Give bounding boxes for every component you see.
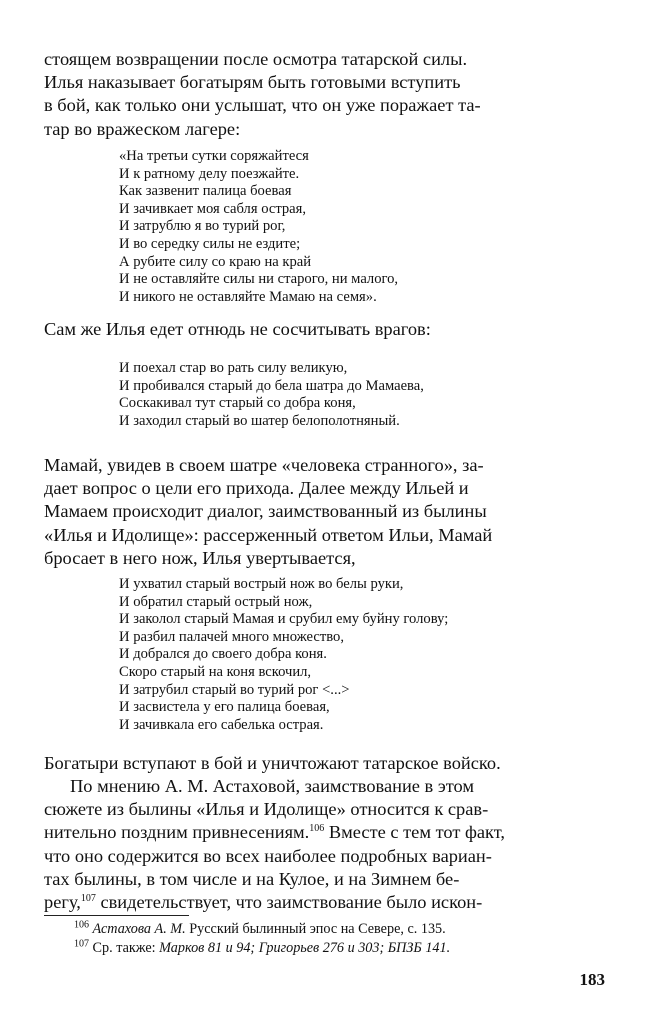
text-span: регу, bbox=[44, 892, 81, 913]
verse-line: И затрублю я во турий рог, bbox=[119, 218, 286, 235]
text-span: нительно поздним привнесениям. bbox=[44, 822, 310, 843]
verse-line: Как зазвенит палица боевая bbox=[119, 183, 292, 200]
footnote-ref-106[interactable]: 106 bbox=[309, 823, 325, 835]
text-line: бросает в него нож, Илья увертывается, bbox=[44, 547, 356, 568]
text-line: Мамай, увидев в своем шатре «человека странного», за- bbox=[44, 455, 484, 475]
verse-line: Соскакивал тут старый со добра коня, bbox=[119, 395, 356, 412]
footnote-divider bbox=[44, 915, 189, 916]
text-line: тар во вражеском лагере: bbox=[44, 118, 241, 139]
text-span: Вместе с тем тот факт, bbox=[324, 822, 505, 843]
footnote-number: 107 bbox=[74, 938, 89, 950]
paragraph-5 bbox=[44, 775, 609, 914]
verse-line: И пробивался старый до бела шатра до Мамаева, bbox=[119, 377, 424, 394]
text-line: стоящем возвращении после осмотра татарской силы. bbox=[44, 49, 468, 69]
text-span: свидетельствует, что заимствование было искон- bbox=[95, 892, 483, 913]
text-line: «Илья и Идолище»: рассерженный ответом Ильи, Мамай bbox=[44, 524, 493, 545]
paragraph-4 bbox=[44, 752, 609, 775]
verse-line: И разбил палачей много множество, bbox=[119, 628, 344, 645]
verse-line: И зачивкает моя сабля острая, bbox=[119, 200, 307, 217]
verse-line: И обратил старый острый нож, bbox=[119, 593, 313, 610]
verse-line: И поехал стар во рать силу великую, bbox=[119, 360, 348, 376]
verse-line: И заходил старый во шатер белополотняный. bbox=[119, 412, 400, 429]
verse-line: И заколол старый Мамая и срубил ему буйну голову; bbox=[119, 611, 449, 628]
footnotes bbox=[44, 920, 609, 958]
paragraph-1 bbox=[44, 48, 609, 141]
verse-line: И добрался до своего добра коня. bbox=[119, 646, 327, 663]
verse-line: «На третьи сутки соряжайтеся bbox=[119, 148, 309, 164]
paragraph-3 bbox=[44, 454, 609, 570]
text-line: Илья наказывает богатырям быть готовыми вступить bbox=[44, 72, 461, 93]
verse-line: И к ратному делу поезжайте. bbox=[119, 165, 300, 182]
paragraph-2 bbox=[44, 318, 609, 341]
text-line: Богатыри вступают в бой и уничтожают татарское войско. bbox=[44, 753, 501, 773]
text-line: тах былины, в том числе и на Кулое, и на Зимнем бе- bbox=[44, 868, 460, 889]
footnote-106 bbox=[44, 920, 609, 939]
footnote-author: Астахова А. М. bbox=[92, 921, 186, 937]
footnote-107 bbox=[44, 939, 609, 958]
verse-line: И затрубил старый во турий рог <...> bbox=[119, 681, 350, 698]
text-line: Сам же Илья едет отнюдь не сосчитывать врагов: bbox=[44, 319, 431, 339]
footnote-text: Русский былинный эпос на Севере, с. 135. bbox=[185, 921, 446, 937]
verse-line: И засвистела у его палица боевая, bbox=[119, 699, 330, 716]
verse-line: Скоро старый на коня вскочил, bbox=[119, 663, 312, 680]
verse-line: И зачивкала его сабелька острая. bbox=[119, 716, 324, 733]
verse-quote-1 bbox=[119, 148, 599, 306]
text-line bbox=[44, 775, 609, 798]
text-line: Мамаем происходит диалог, заимствованный из былины bbox=[44, 501, 487, 522]
verse-line: И ухватил старый вострый нож во белы руки, bbox=[119, 576, 404, 592]
text-line: сюжете из былины «Илья и Идолище» относится к срав- bbox=[44, 799, 489, 820]
verse-line: А рубите силу со краю на край bbox=[119, 253, 312, 270]
footnote-number: 106 bbox=[74, 919, 89, 931]
page-number: 183 bbox=[579, 970, 605, 989]
footnote-text: Ср. также: bbox=[89, 940, 160, 956]
text-line: что оно содержится во всех наиболее подробных вариан- bbox=[44, 845, 492, 866]
verse-quote-3 bbox=[119, 576, 599, 734]
verse-line: И во середку силы не ездите; bbox=[119, 235, 301, 252]
text-line bbox=[44, 821, 609, 844]
verse-line: И не оставляйте силы ни старого, ни малого, bbox=[119, 271, 399, 288]
text-line: в бой, как только они услышат, что он уже поражает та- bbox=[44, 95, 481, 116]
verse-line: И никого не оставляйте Мамаю на семя». bbox=[119, 288, 377, 305]
text-line: дает вопрос о цели его прихода. Далее между Ильей и bbox=[44, 478, 469, 499]
footnote-ref-107[interactable]: 107 bbox=[80, 892, 96, 904]
text-line bbox=[44, 891, 609, 914]
footnote-refs: Марков 81 и 94; Григорьев 276 и 303; БПЗБ 141. bbox=[159, 940, 451, 956]
verse-quote-2 bbox=[119, 360, 599, 430]
text-span: По мнению А. М. Астаховой, заимствование в этом bbox=[70, 776, 475, 796]
